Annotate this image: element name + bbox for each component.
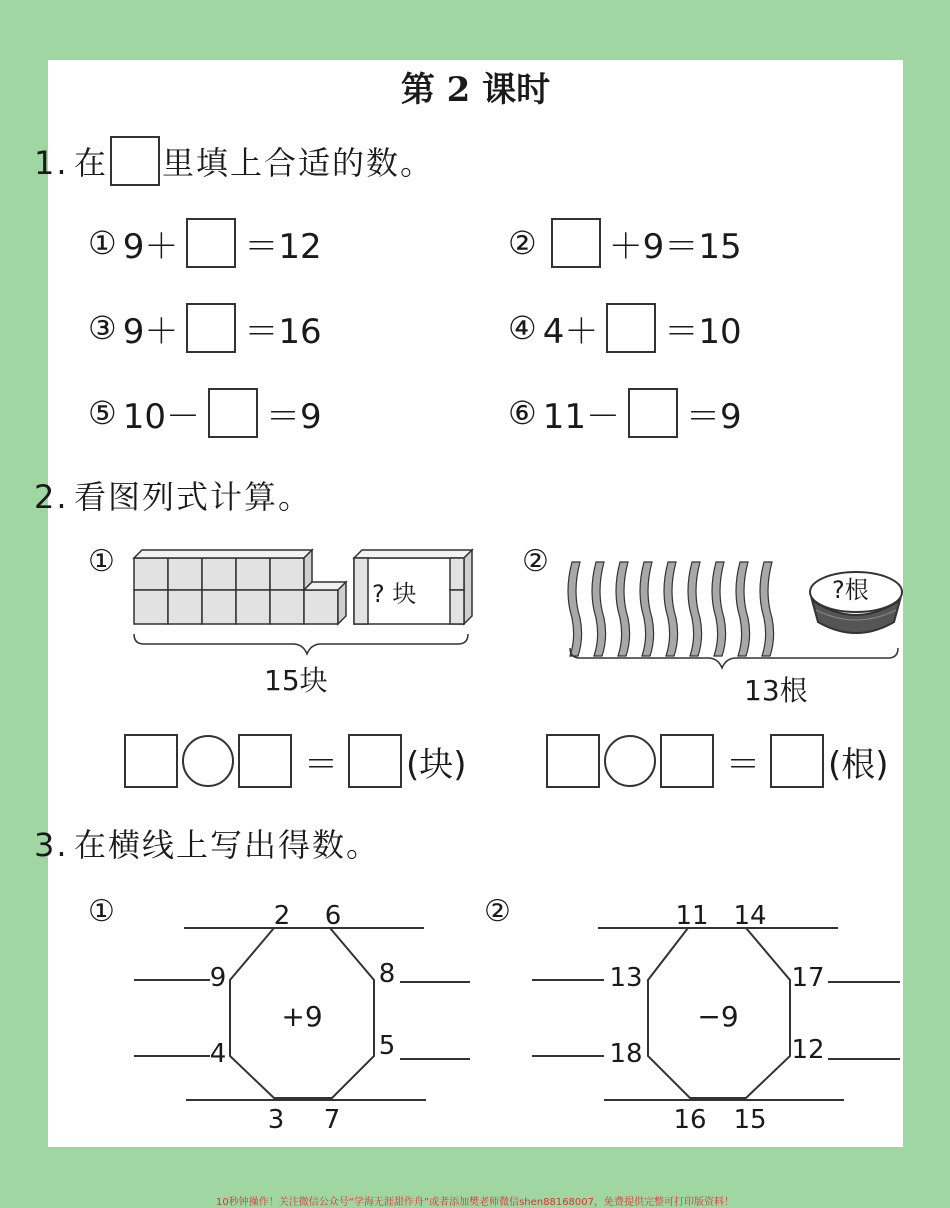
number-top-right: 6 xyxy=(324,901,342,931)
block-cube xyxy=(304,590,338,624)
answer-box-sample xyxy=(110,136,160,186)
block-cube xyxy=(236,590,270,624)
block-cube xyxy=(134,558,168,590)
stick xyxy=(592,562,606,656)
equation-right: ＝16 xyxy=(244,311,322,352)
number-right-down: 5 xyxy=(378,1031,396,1061)
footer-notice: 10秒钟操作！关注微信公众号“学海无涯甜作舟”或者添加樊老师微信shen88168007，免费提供完整可打印版资料！ xyxy=(215,1197,735,1208)
equation-5 xyxy=(88,388,322,438)
equation-left: 9＋ xyxy=(122,311,179,352)
block-cube xyxy=(236,558,270,590)
equation-left: 11－ xyxy=(542,396,620,437)
octagon-1-mark: ① xyxy=(88,894,115,929)
number-left-up: 13 xyxy=(609,963,643,993)
hidden-count-label: ? 块 xyxy=(372,580,417,608)
stick xyxy=(616,562,630,656)
number-bottom-left: 16 xyxy=(673,1105,707,1135)
equation-right: ＝9 xyxy=(685,396,742,437)
answer-box[interactable] xyxy=(628,388,678,438)
equals-sign: ＝ xyxy=(726,744,760,785)
stick xyxy=(736,562,750,656)
equation-right: ＋9＝15 xyxy=(608,226,742,267)
number-right-up: 8 xyxy=(378,959,396,989)
answer-box[interactable] xyxy=(208,388,258,438)
block-cube xyxy=(202,590,236,624)
question-3-text: 在横线上写出得数。 xyxy=(74,826,381,864)
answer-box[interactable] xyxy=(606,303,656,353)
octagon-2-mark: ② xyxy=(484,894,511,929)
answer-box[interactable] xyxy=(551,218,601,268)
answer-box[interactable] xyxy=(186,218,236,268)
unit-label: (块) xyxy=(406,744,467,785)
equation-4 xyxy=(508,303,742,353)
result-box[interactable] xyxy=(348,734,402,788)
octagon-puzzle-1 xyxy=(128,896,478,1141)
number-left-down: 18 xyxy=(609,1039,643,1069)
equation-left: 9＋ xyxy=(122,226,179,267)
number-top-left: 2 xyxy=(273,901,291,931)
stick xyxy=(664,562,678,656)
unit-label: (根) xyxy=(828,744,889,785)
stick xyxy=(568,562,582,656)
question-2-heading xyxy=(34,472,313,518)
question-2-number: 2. xyxy=(34,478,69,516)
total-label: 15块 xyxy=(264,664,328,697)
number-top-right: 14 xyxy=(733,901,767,931)
formula-box[interactable] xyxy=(238,734,292,788)
item-mark: ④ xyxy=(508,309,537,347)
blocks-picture xyxy=(128,540,528,700)
page-title: 第 2 课时 xyxy=(400,70,551,110)
equation-left: 10－ xyxy=(122,396,200,437)
number-right-up: 17 xyxy=(791,963,825,993)
formula-row-1 xyxy=(124,734,467,788)
item-mark: ⑥ xyxy=(508,394,537,432)
block-cube xyxy=(134,590,168,624)
item-mark: ⑤ xyxy=(88,394,117,432)
operator-circle[interactable] xyxy=(182,735,234,787)
picture-1-mark: ① xyxy=(88,544,115,579)
operator-circle[interactable] xyxy=(604,735,656,787)
item-mark: ① xyxy=(88,224,117,262)
number-left-down: 4 xyxy=(209,1039,227,1069)
stick xyxy=(688,562,702,656)
block-cube xyxy=(270,558,304,590)
operator-label: −9 xyxy=(697,1000,739,1033)
stick xyxy=(760,562,774,656)
total-label: 13根 xyxy=(744,674,808,707)
question-3-heading xyxy=(34,820,381,866)
question-3-number: 3. xyxy=(34,826,69,864)
stick xyxy=(712,562,726,656)
result-box[interactable] xyxy=(770,734,824,788)
equation-3 xyxy=(88,303,322,353)
question-1-suffix: 里填上合适的数。 xyxy=(162,144,435,182)
total-brace xyxy=(134,634,468,654)
question-1-prefix: 在 xyxy=(74,144,109,182)
number-right-down: 12 xyxy=(791,1035,825,1065)
formula-box[interactable] xyxy=(124,734,178,788)
equation-6 xyxy=(508,388,742,438)
worksheet-page xyxy=(34,60,903,1147)
number-bottom-right: 15 xyxy=(733,1105,767,1135)
formula-box[interactable] xyxy=(660,734,714,788)
block-cube xyxy=(168,590,202,624)
equation-left: 4＋ xyxy=(542,311,599,352)
number-left-up: 9 xyxy=(209,963,227,993)
equation-1 xyxy=(88,218,322,268)
picture-2-mark: ② xyxy=(522,544,549,579)
hidden-count-label: ?根 xyxy=(832,576,869,604)
block-cube xyxy=(202,558,236,590)
answer-box[interactable] xyxy=(186,303,236,353)
question-2-text: 看图列式计算。 xyxy=(74,478,313,516)
equation-right: ＝10 xyxy=(664,311,742,352)
block-cube xyxy=(168,558,202,590)
equals-sign: ＝ xyxy=(304,744,338,785)
equation-2 xyxy=(508,218,742,268)
formula-box[interactable] xyxy=(546,734,600,788)
equation-right: ＝12 xyxy=(244,226,322,267)
operator-label: +9 xyxy=(281,1000,323,1033)
item-mark: ③ xyxy=(88,309,117,347)
sticks-picture xyxy=(558,540,903,705)
number-bottom-right: 7 xyxy=(323,1105,341,1135)
stick xyxy=(640,562,654,656)
number-top-left: 11 xyxy=(675,901,709,931)
question-1-number: 1. xyxy=(34,144,69,182)
equation-right: ＝9 xyxy=(265,396,322,437)
question-1-heading xyxy=(34,138,435,190)
formula-row-2 xyxy=(546,734,889,788)
octagon-puzzle-2 xyxy=(528,896,903,1141)
item-mark: ② xyxy=(508,224,537,262)
number-bottom-left: 3 xyxy=(267,1105,285,1135)
block-cube xyxy=(270,590,304,624)
